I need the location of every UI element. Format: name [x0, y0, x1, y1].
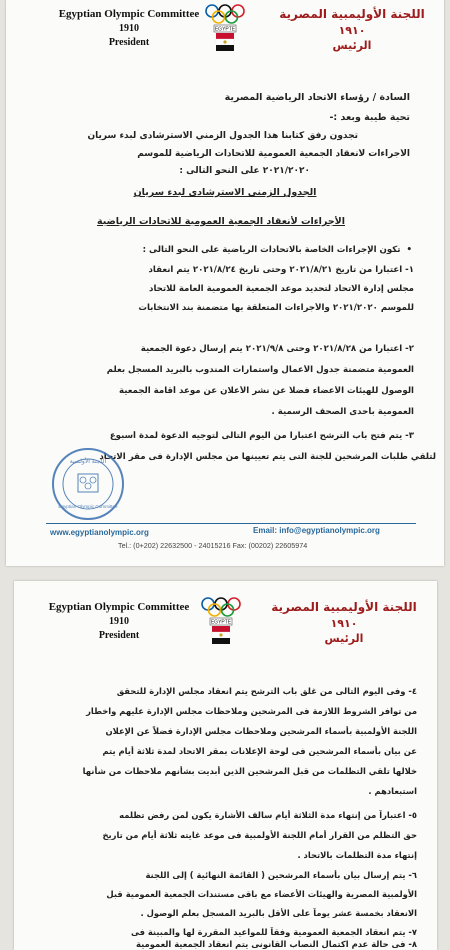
item-5-line: ٥- اعتباراً من إنتهاء مدة الثلاثة أيام سالف الأشارة يكون لمن رفض تظلمه [119, 810, 417, 820]
item-2-line: الوصول للهيئات الأعضاء فضلاً عن نشر الأعلان عن موعد أقامة الجمعية [118, 386, 414, 396]
item-4-line: عن بيان بأسماء المرشحين فى لوحة الإعلانات بمقر الاتحاد لمدة ثلاثة أيام يتم [102, 746, 417, 756]
olympic-logo [201, 3, 249, 55]
header-en-year: 1910 [119, 23, 139, 34]
item-4-line: خلالها تلقي التظلمات من قبل المرشحين الذين أبديت بشأنهم ملاحظات من شأنها [82, 766, 417, 776]
item-6-line: ٦- يتم إرسال بيان بأسماء المرشحين ( القائمة النهائية ) إلى اللجنة [145, 870, 417, 880]
header-ar-year: ١٩١٠ [330, 617, 358, 630]
item-4-line: من توافر الشروط اللازمة فى المرشحين وملاحظات مجلس الإدارة عليهم واخطار [86, 706, 417, 716]
header-en-year: 1910 [109, 616, 129, 627]
bullet-point [32, 245, 412, 255]
header-en-title: Egyptian Olympic Committee [58, 8, 200, 20]
doc-title: الأجراءات لأنعقاد الجمعية العمومية للاتحادات الرياضية [96, 216, 346, 227]
header-en-title: Egyptian Olympic Committee [48, 601, 190, 613]
item-7-line: ٧- يتم انعقاد الجمعية العمومية وفقاً للمواعيد المقررة لها والمبينة فى [130, 927, 417, 937]
stamp-english-text: Egyptian Olympic Committee [58, 504, 118, 509]
intro-line: تجدون رفق كتابنا هذا الجدول الزمني الاسترشادى لبدء سريان [87, 131, 358, 141]
footer-email[interactable]: Email: info@egyptianolympic.org [253, 526, 380, 535]
item-3-line: لتلقي طلبات المرشحين للجنة التى يتم تعيينها من مجلس الإدارة فى مقر الاتحاد [99, 452, 436, 462]
letter-page-1 [6, 0, 444, 566]
header-en-role: President [108, 37, 150, 48]
official-stamp [50, 446, 126, 522]
item-6-line: الانعقاد بخمسة عشر يوماً على الأقل بالبريد المسجل بعلم الوصول . [140, 908, 417, 918]
doc-title: الجدول الزمنى الاسترشادى لبدء سريان [133, 187, 317, 198]
item-1-line: للموسم ٢٠٢١/٢٠٢٠ والأجراءات المتعلقة بها متضمنة بند الانتخابات [138, 303, 414, 313]
item-1-line: ١- اعتباراً من تاريخ ٢٠٢١/٨/٢١ وحتى تاريخ ٢٠٢١/٨/٢٤ يتم انعقاد [148, 265, 414, 275]
logo-text: EGYPTE [214, 26, 236, 33]
header-en-role: President [98, 630, 140, 641]
item-4-line: استبعادهم . [368, 786, 417, 796]
intro-line: الأجراءات لأنعقاد الجمعية العمومية للاتحادات الرياضية للموسم [137, 149, 410, 159]
footer-website[interactable]: www.egyptianolympic.org [50, 528, 149, 537]
item-3-line: ٣- يتم فتح باب الترشح اعتباراً من اليوم التالى لتوجيه الدعوة لمدة أسبوع [109, 431, 414, 441]
item-2-line: ٢- اعتباراً من ٢٠٢١/٨/٢٨ وحتى ٢٠٢١/٩/٨ يتم إرسال دعوة الجمعية [140, 344, 414, 354]
stamp-arabic-text: اللجنة الأولمبية [69, 458, 107, 465]
header-ar-title: اللجنة الأوليمبية المصرية [279, 7, 425, 21]
item-8-line: ٨- فى حالة عدم اكتمال النصاب القانونى يتم انعقاد الجمعية العمومية [136, 939, 417, 949]
item-5-line: حق التظلم من القرار أمام اللجنة الأولمبية فى موعد غايته ثلاثة أيام من تاريخ [102, 830, 417, 840]
intro-line: ٢٠٢١/٢٠٢٠ على النحو التالى : [179, 166, 310, 176]
olympic-logo [197, 596, 245, 648]
item-1-line: مجلس إدارة الاتحاد لتحديد موعد الجمعية العمومية العامة للاتحاد [149, 284, 414, 294]
header-ar-role: الرئيس [332, 39, 372, 52]
header-ar-year: ١٩١٠ [338, 24, 366, 37]
item-6-line: الأولمبية المصرية والهيئات الأعضاء مع باقى مستندات الجمعية العمومية قبل [106, 889, 417, 899]
header-ar-role: الرئيس [324, 632, 364, 645]
footer-phones: Tel.: (0+202) 22632500 - 24015216 Fax: (00202) 22605974 [118, 541, 308, 550]
footer-divider [46, 523, 416, 524]
logo-text: EGYPTE [210, 619, 232, 626]
bullet-text: تكون الإجراءات الخاصة بالاتحادات الرياضية على النحو التالى : [142, 245, 401, 255]
item-4-line: ٤- وفى اليوم التالى من غلق باب الترشح يتم انعقاد مجلس الإدارة للتحقق [116, 686, 417, 696]
bullet-marker: • [400, 245, 412, 255]
salutation: السادة / رؤساء الاتحاد الرياضية المصرية [224, 92, 410, 103]
header-ar-title: اللجنة الأوليمبية المصرية [271, 600, 417, 614]
greeting: تحية طيبة وبعد :- [329, 112, 410, 123]
item-5-line: إنتهاء مدة التظلمات بالاتحاد . [297, 850, 417, 860]
item-4-line: اللجنة الأولمبية بأسماء المرشحين وملاحظات مجلس الإدارة فضلاً عن الإعلان [105, 726, 417, 736]
item-2-line: العمومية بأحدى الصحف الرسمية . [271, 407, 414, 417]
item-2-line: العمومية متضمنة جدول الأعمال واستمارات المندوب بالبريد المسجل بعلم [106, 365, 414, 375]
letter-page-2 [14, 581, 437, 950]
